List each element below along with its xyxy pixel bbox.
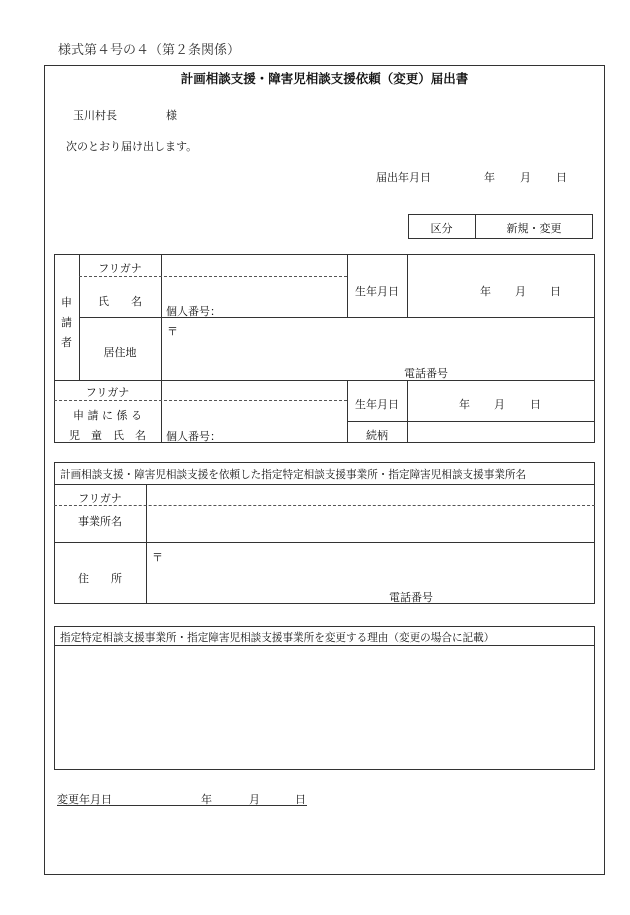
office-furigana-label: フリガナ [78,492,122,505]
change-date-year: 年 [201,793,212,806]
child-relation-label: 続柄 [366,429,388,442]
applicant-birth-day: 日 [550,285,561,298]
child-birth-day: 日 [530,398,541,411]
applicant-postal-mark: 〒 [167,325,178,338]
child-birth-month: 月 [494,398,505,411]
page-title: 計画相談支援・障害児相談支援依頼（変更）届出書 [180,71,469,86]
office-address-label: 住 所 [78,572,122,585]
child-label-line2: 児 童 氏 名 [69,429,146,442]
office-name-label: 事業所名 [78,515,122,528]
child-birth-year: 年 [459,398,470,411]
applicant-address-label: 居住地 [103,346,137,359]
applicant-birth-label: 生年月日 [355,285,399,298]
applicant-birth-year: 年 [480,285,491,298]
category-label: 区分 [430,222,453,235]
addressee-name: 玉川村長 [73,109,117,122]
applicant-side-label-2: 請 [61,316,72,329]
form-number: 様式第４号の４（第２条関係） [58,43,241,58]
office-phone-label: 電話番号 [389,591,433,604]
change-date-day: 日 [295,793,306,806]
child-personal-number[interactable]: 個人番号： [166,430,221,443]
addressee-honorific: 様 [166,109,177,122]
applicant-birth-month: 月 [515,285,526,298]
intro-text: 次のとおり届け出します。 [66,140,198,153]
submission-date-month: 月 [520,171,531,184]
change-date-label: 変更年月日 [57,793,112,806]
reason-box[interactable] [54,626,595,770]
applicant-side-label-1: 申 [61,296,72,309]
applicant-side-label-3: 者 [61,336,72,349]
office-postal-mark: 〒 [152,551,163,564]
submission-date-label: 届出年月日 [376,171,431,184]
child-birth-label: 生年月日 [355,398,399,411]
applicant-phone-label: 電話番号 [404,367,448,380]
applicant-personal-number[interactable]: 個人番号： [166,305,221,318]
category-value[interactable]: 新規・変更 [506,222,562,235]
child-furigana-label: フリガナ [85,386,130,399]
submission-date-year: 年 [484,171,495,184]
applicant-furigana-label: フリガナ [98,262,142,275]
change-date-underline [57,805,307,806]
submission-date-day: 日 [556,171,567,184]
child-label-line1: 申 請 に 係 る [73,409,142,422]
office-heading: 計画相談支援・障害児相談支援を依頼した指定特定相談支援事業所・指定障害児相談支援事業所名 [60,469,527,481]
change-date-month: 月 [249,793,260,806]
applicant-name-label: 氏 名 [98,295,142,308]
reason-heading: 指定特定相談支援事業所・指定障害児相談支援事業所を変更する理由（変更の場合に記載） [60,632,495,644]
